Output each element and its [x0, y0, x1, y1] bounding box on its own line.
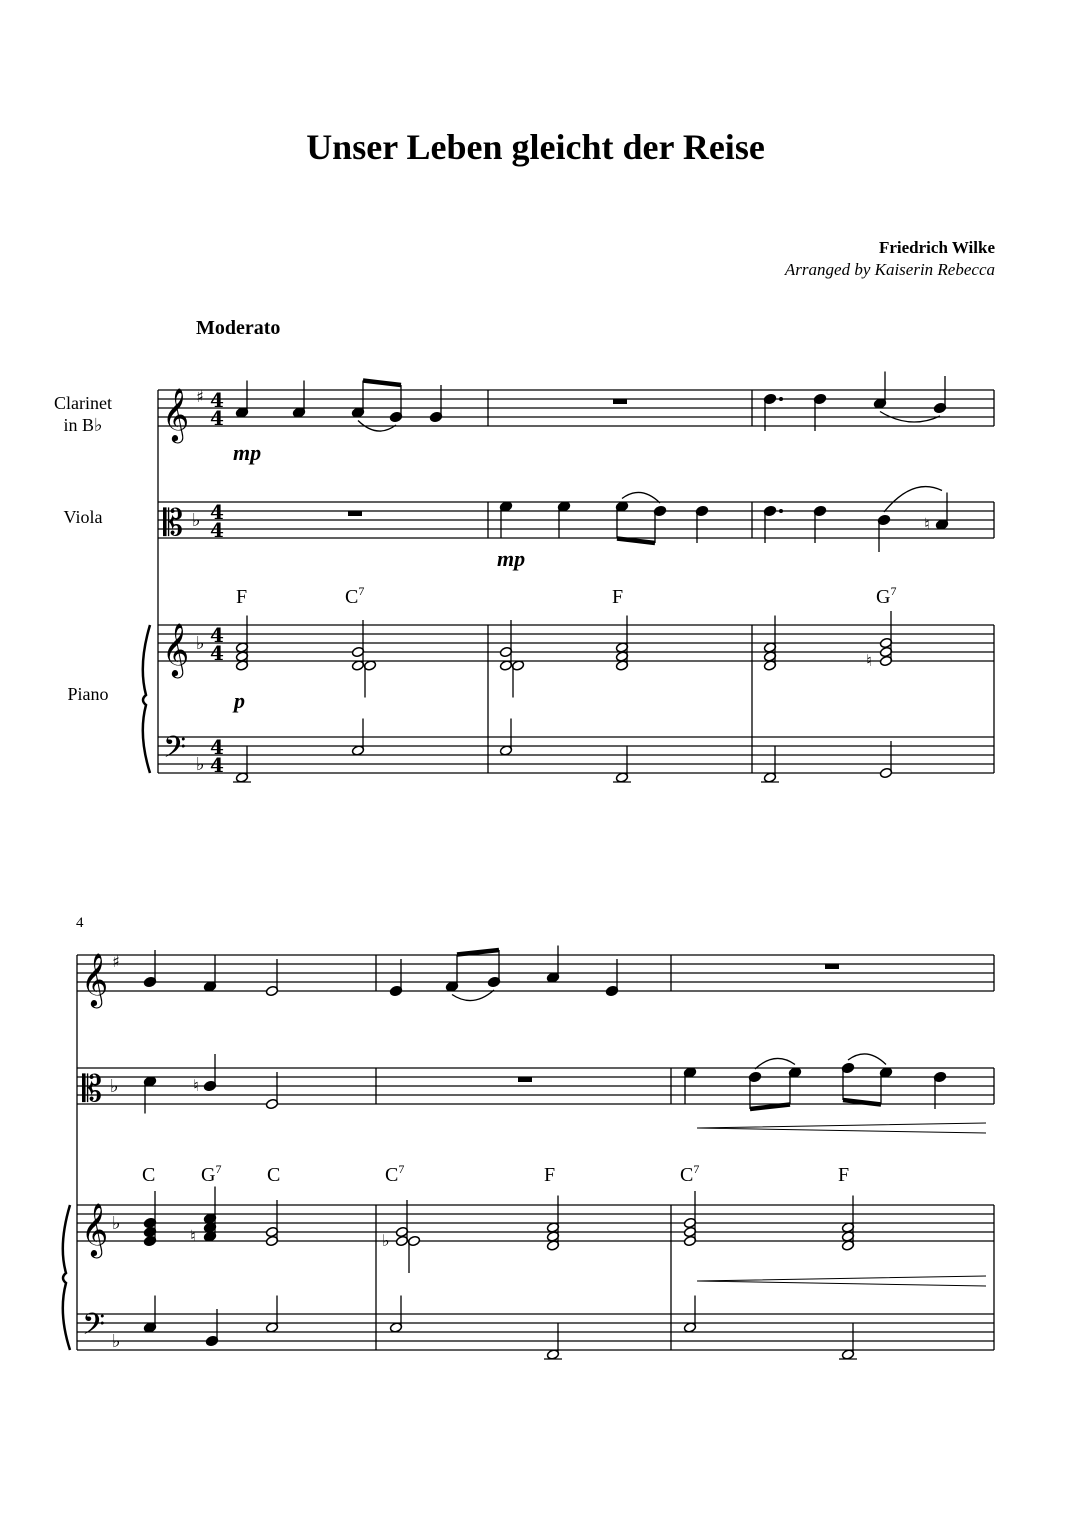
staff: [158, 390, 994, 426]
chord-symbol: $G^7$: [876, 584, 897, 608]
arranger-credit: Arranged by Kaiserin Rebecca: [784, 260, 995, 279]
measure-number: 4: [76, 915, 84, 931]
note: [933, 1071, 946, 1109]
note: [748, 1071, 761, 1109]
bass-clef: 𝄢: [82, 1308, 106, 1349]
tempo-marking: Moderato: [196, 317, 281, 339]
alto-clef: 𝄡: [82, 1069, 103, 1110]
natural-accidental: ♮: [866, 651, 872, 670]
key-signature-sharp: ♯: [112, 952, 120, 971]
treble-clef: 𝄞: [162, 387, 190, 441]
chord-symbol: F: [838, 1164, 850, 1186]
chord-symbol: $G^7$: [201, 1162, 222, 1186]
chord-symbol: C: [267, 1164, 281, 1186]
beam: [750, 1105, 790, 1110]
chord-symbol: $C^7$: [680, 1162, 700, 1186]
treble-clef: 𝄞: [162, 622, 190, 676]
note: [763, 393, 776, 431]
chord-symbol: $C^7$: [345, 584, 365, 608]
time-signature-numerator: 4: [210, 623, 224, 647]
note: [763, 505, 776, 543]
dynamic-mp: mp: [497, 546, 526, 571]
dynamic-mp: mp: [233, 440, 262, 465]
beam: [457, 950, 499, 955]
note: [143, 950, 156, 988]
note: [203, 1054, 216, 1092]
chord-symbol: F: [612, 586, 624, 608]
note: [933, 376, 946, 414]
natural-accidental: ♮: [190, 1226, 196, 1246]
viola-label: Viola: [63, 507, 103, 527]
score-title: Unser Leben gleicht der Reise: [306, 127, 765, 167]
treble-clef: 𝄞: [81, 1202, 109, 1256]
flat-accidental: ♭: [382, 1231, 390, 1250]
chord-symbol: F: [236, 586, 248, 608]
crescendo-hairpin: [697, 1123, 986, 1133]
key-signature-flat: ♭: [112, 1331, 121, 1352]
alto-clef: 𝄡: [163, 503, 184, 544]
chord-symbol: C: [142, 1164, 156, 1186]
note: [265, 1072, 278, 1110]
augmentation-dot: [779, 397, 783, 401]
time-signature-numerator: 4: [210, 735, 224, 759]
clarinet-label-line1: Clarinet: [54, 393, 112, 413]
note: [265, 959, 278, 997]
beam: [363, 381, 401, 386]
whole-rest: [825, 964, 839, 969]
note: [877, 514, 890, 552]
time-signature-denominator: 4: [210, 406, 224, 430]
key-signature-flat: ♭: [110, 1076, 119, 1097]
time-signature-denominator: 4: [210, 518, 224, 542]
dynamic-p: p: [234, 688, 245, 713]
key-signature-flat: ♭: [112, 1213, 121, 1234]
crescendo-hairpin: [697, 1276, 986, 1286]
note: [389, 959, 402, 997]
slur: [884, 487, 942, 512]
time-signature-numerator: 4: [210, 500, 224, 524]
time-signature-numerator: 4: [210, 388, 224, 412]
chord-symbol: $C^7$: [385, 1162, 405, 1186]
time-signature-denominator: 4: [210, 641, 224, 665]
note: [487, 950, 500, 988]
augmentation-dot: [779, 509, 783, 513]
piano-label: Piano: [67, 684, 109, 704]
piano-brace: [63, 1205, 70, 1350]
note: [879, 741, 892, 779]
note: [813, 505, 826, 543]
natural-accidental: ♮: [193, 1076, 199, 1095]
piano-brace: [143, 625, 150, 773]
note: [389, 385, 402, 423]
note: [695, 505, 708, 543]
note: [813, 393, 826, 431]
whole-rest: [348, 511, 362, 516]
treble-clef: 𝄞: [81, 952, 109, 1006]
beam: [617, 539, 655, 544]
staff: [158, 737, 994, 773]
note: [429, 385, 442, 423]
note: [653, 505, 666, 543]
whole-rest: [518, 1077, 532, 1082]
note: [841, 1062, 854, 1100]
note: [605, 959, 618, 997]
time-signature-denominator: 4: [210, 753, 224, 777]
key-signature-flat: ♭: [196, 754, 205, 775]
key-signature-sharp: ♯: [196, 387, 204, 406]
key-signature-flat: ♭: [192, 510, 201, 531]
chord-symbol: F: [544, 1164, 556, 1186]
whole-rest: [613, 399, 627, 404]
natural-accidental: ♮: [924, 514, 930, 534]
key-signature-flat: ♭: [196, 633, 205, 654]
bass-clef: 𝄢: [163, 731, 187, 772]
note: [205, 1309, 218, 1347]
clarinet-label-line2: in B♭: [63, 415, 103, 435]
composer-credit: Friedrich Wilke: [878, 238, 995, 257]
slur: [848, 1054, 886, 1065]
staff: [158, 502, 994, 538]
